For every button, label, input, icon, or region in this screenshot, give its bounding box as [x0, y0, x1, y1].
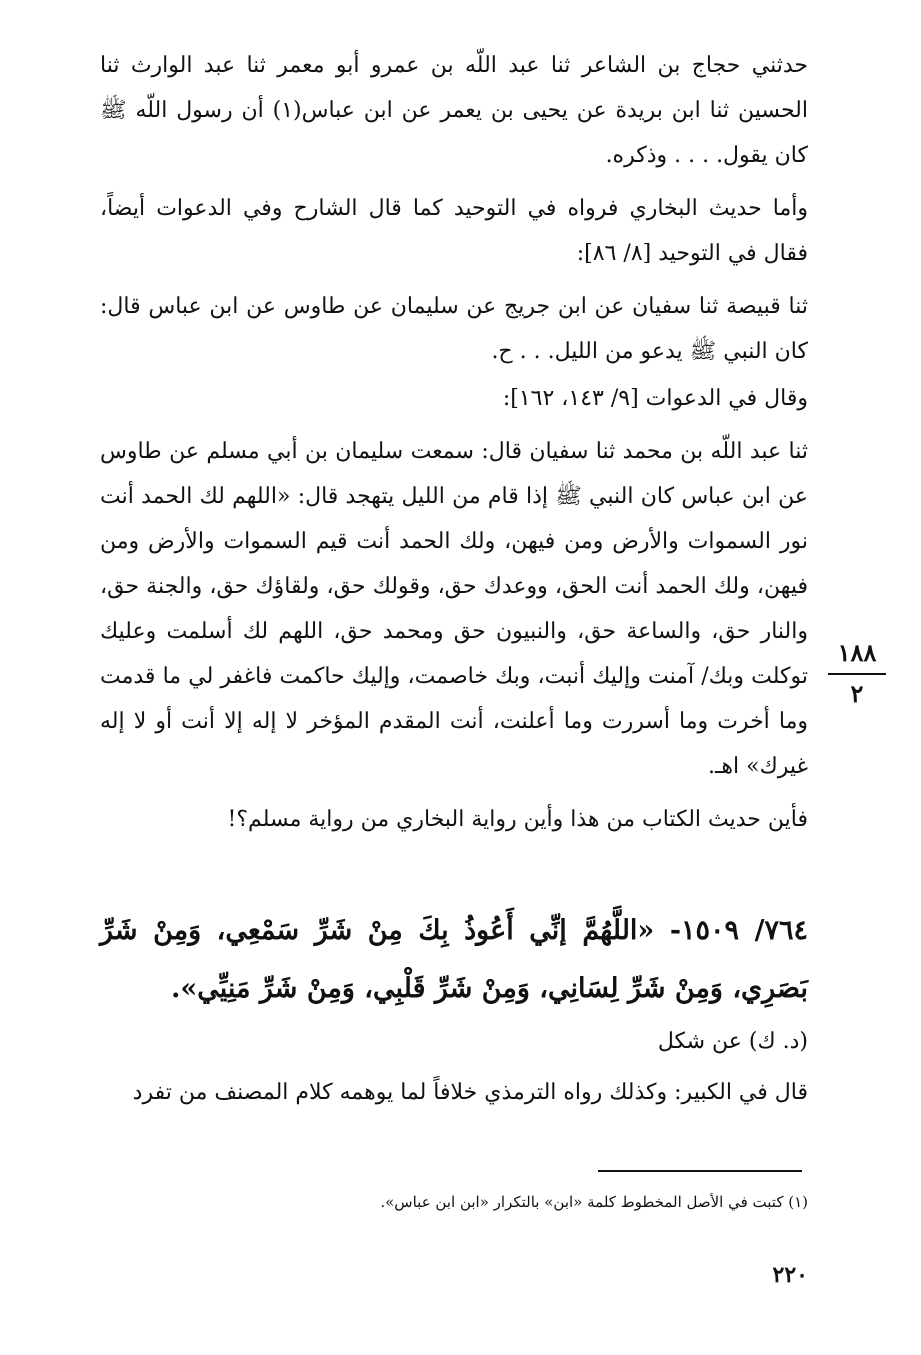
- footnote: (١) كتبت في الأصل المخطوط كلمة «ابن» بالتكرار «ابن ابن عباس».: [380, 1193, 808, 1211]
- main-text-lower: [100, 1019, 808, 1115]
- paragraph-isnad-muslim: حدثني حجاج بن الشاعر ثنا عبد اللّه بن عمرو أبو معمر ثنا عبد الوارث ثنا الحسين ثنا ابن بريدة عن يحيى بن يعمر عن ابن عباس(١) أن رسول اللّه ﷺ كان يقول. . . . وذكره.: [100, 53, 808, 168]
- marginal-top: ١٨٨: [837, 638, 877, 667]
- marginal-divider: [828, 673, 886, 675]
- paragraph-question: فأين حديث الكتاب من هذا وأين رواية البخاري من رواية مسلم؟!: [227, 807, 808, 832]
- commentary-line: قال في الكبير: وكذلك رواه الترمذي خلافاً لما يوهمه كلام المصنف من تفرد: [132, 1080, 808, 1105]
- page-number: ٢٢٠: [772, 1262, 808, 1288]
- footnote-separator: [598, 1170, 802, 1172]
- source-reference: (د. ك) عن شكل: [657, 1029, 808, 1054]
- main-text: [100, 43, 808, 842]
- paragraph-daawat-hadith: ثنا عبد اللّه بن محمد ثنا سفيان قال: سمعت سليمان بن أبي مسلم عن طاوس عن ابن عباس كان النبي ﷺ إذا قام من الليل يتهجد قال: «اللهم لك الحمد أنت نور السموات والأرض ومن فيهن، ولك الحمد أنت قيم السموات والأرض ومن فيهن، ولك الحمد أنت الحق، ووعدك حق، وقولك حق، ولقاؤك حق، والجنة حق، والنار حق، والساعة حق، والنبيون حق ومحمد حق، اللهم لك أسلمت وعليك توكلت وبك/ آمنت وإليك أنبت، وبك خاصمت، وإليك حاكمت فاغفر لي ما قدمت وما أخرت وما أسررت وما أعلنت، أنت المقدم المؤخر لا إله إلا أنت أو لا إله غيرك» اهـ.: [100, 439, 809, 779]
- paragraph-tawhid-isnad: ثنا قبيصة ثنا سفيان عن ابن جريج عن سليمان عن طاوس عن ابن عباس قال: كان النبي ﷺ يدعو من الليل. . . ح.: [100, 294, 808, 364]
- hadith-text: ٧٦٤/ ١٥٠٩- «اللَّهُمَّ إنِّي أَعُوذُ بِكَ مِنْ شَرِّ سَمْعِي، وَمِنْ شَرِّ بَصَرِي، وَمِنْ شَرِّ لِسَانِي، وَمِنْ شَرِّ قَلْبِي، وَمِنْ شَرِّ مَنِيِّي».: [100, 915, 808, 1004]
- paragraph-daawat-ref: وقال في الدعوات [٩/ ١٤٣، ١٦٢]:: [502, 386, 808, 411]
- marginal-page-reference: [828, 638, 886, 708]
- paragraph-bukhari-intro: وأما حديث البخاري فرواه في التوحيد كما قال الشارح وفي الدعوات أيضاً، فقال في التوحيد [٨/ ٨٦]:: [100, 196, 808, 266]
- marginal-bottom: ٢: [850, 679, 864, 708]
